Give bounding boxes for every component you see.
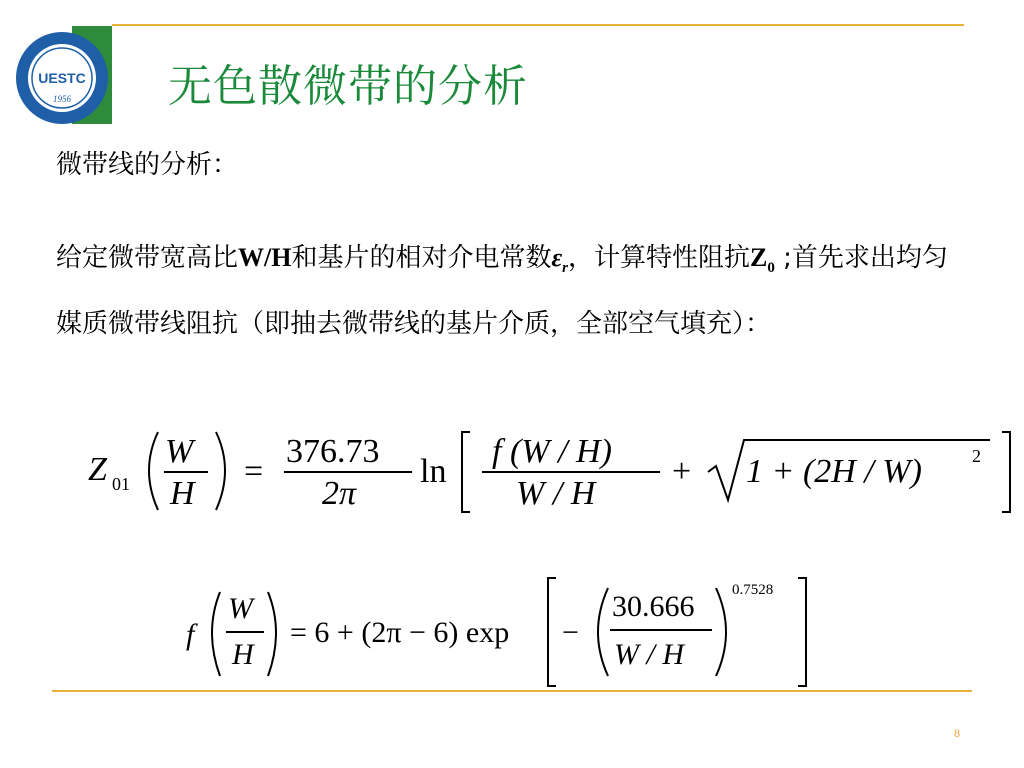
eq1-w: W: [165, 433, 194, 470]
eq2-minus: −: [562, 616, 579, 649]
top-divider: [112, 24, 964, 26]
eq2-f: f: [186, 618, 195, 651]
eq2-w: W: [228, 592, 253, 625]
logo-year: 1956: [53, 94, 71, 104]
eq2-numerator: 30.666: [612, 590, 695, 623]
logo-text: UESTC: [38, 70, 86, 86]
bottom-divider: [52, 690, 972, 692]
eq1-radicand-exponent: 2: [972, 446, 981, 466]
eq1-radicand: 1 + (2H / W): [746, 453, 922, 490]
eq2-denominator: W / H: [614, 638, 684, 671]
eq1-equals: =: [244, 453, 264, 490]
eq1-plus: +: [672, 453, 692, 490]
eq1-z-sub: 01: [112, 474, 130, 494]
description-paragraph: 给定微带宽高比W/H和基片的相对介电常数$\varepsilon_r$，计算特性阻抗$Z_0$ ;首先求出均匀媒质微带线阻抗（即抽去微带线的基片介质，全部空气填充）：: [56, 243, 948, 340]
section-heading: 微带线的分析：: [56, 150, 239, 180]
slide-title: 无色散微带的分析: [168, 61, 528, 112]
page-number: 8: [954, 726, 960, 740]
eq2-exponent: 0.7528: [732, 582, 774, 598]
university-seal-icon: [14, 30, 110, 126]
eq1-f-denominator: W / H: [516, 475, 596, 512]
eq1-numerator: 376.73: [286, 433, 380, 470]
eq2-rhs: = 6 + (2π − 6) exp: [290, 616, 510, 649]
eq1-denominator: 2π: [322, 475, 357, 512]
eq1-ln: ln: [420, 453, 447, 490]
eq1-h: H: [170, 475, 195, 512]
eq1-f-numerator: f (W / H): [492, 433, 612, 470]
eq1-z: Z: [88, 451, 107, 488]
eq2-h: H: [232, 638, 254, 671]
